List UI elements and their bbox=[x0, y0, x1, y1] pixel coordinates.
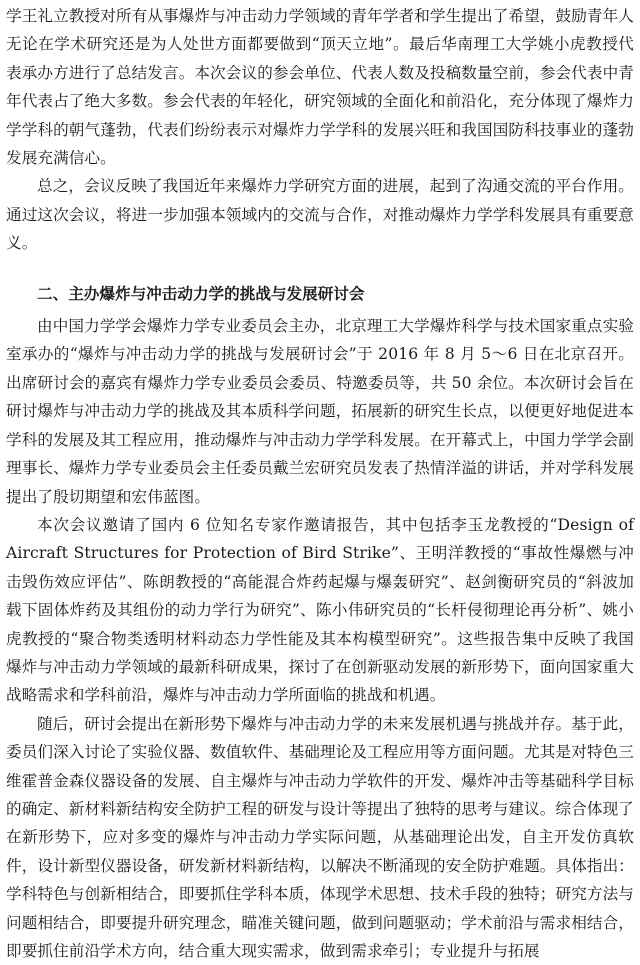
paragraph-workshop-intro: 由中国力学学会爆炸力学专业委员会主办，北京理工大学爆炸科学与技术国家重点实验室承办的“爆炸与冲击动力学的挑战与发展研讨会”于 2016 年 8 月 5～6 日在北京召开。出席研讨会的嘉宾有爆炸力学专业委员会委员、特邀委员等，共 50 余位。本次研讨会旨在研讨爆炸与冲击动力学的挑战及其本质科学问题，拓展新的研究生长点，以便更好地促进本学科的发展及其工程应用，推动爆炸与冲击动力学学科发展。在开幕式上，中国力学学会副理事长、爆炸力学专业委员会主任委员戴兰宏研究员发表了热情洋溢的讲话，并对学科发展提出了殷切期望和宏伟蓝图。 bbox=[6, 317, 634, 506]
paragraph-conference-summary: 学王礼立教授对所有从事爆炸与冲击动力学领域的青年学者和学生提出了希望，鼓励青年人无论在学术研究还是为人处世方面都要做到“顶天立地”。最后华南理工大学姚小虎教授代表承办方进行了总结发言。本次会议的参会单位、代表人数及投稿数量空前，参会代表中青年代表占了绝大多数。参会代表的年轻化，研究领域的全面化和前沿化，充分体现了爆炸力学学科的朝气蓬勃，代表们纷纷表示对爆炸力学学科的发展兴旺和我国国防科技事业的蓬勃发展充满信心。 bbox=[6, 7, 634, 168]
paragraph-conclusion: 总之，会议反映了我国近年来爆炸力学研究方面的进展，起到了沟通交流的平台作用。通过这次会议，将进一步加强本领域内的交流与合作，对推动爆炸力学学科发展具有重要意义。 bbox=[6, 177, 634, 253]
paragraph-discussion: 随后，研讨会提出在新形势下爆炸与冲击动力学的未来发展机遇与挑战并存。基于此，委员们深入讨论了实验仪器、数值软件、基础理论及工程应用等方面问题。尤其是对特色三维霍普金森仪器设备的发展、自主爆炸与冲击动力学软件的开发、爆炸冲击等基础科学目标的确定、新材料新结构安全防护工程的研发与设计等提出了独特的思考与建议。综合体现了在新形势下，应对多变的爆炸与冲击动力学实际问题，从基础理论出发，自主开发仿真软件，设计新型仪器设备，研发新材料新结构，以解决不断涌现的安全防护难题。具体指出：学科特色与创新相结合，即要抓住学科本质，体现学术思想、技术手段的独特；研究方法与问题相结合，即要提升研究理念，瞄准关键问题，做到问题驱动；学术前沿与需求相结合，即要抓住前沿学术方向，结合重大现实需求，做到需求牵引；专业提升与拓展 bbox=[6, 714, 634, 960]
paragraph-invited-reports: 本次会议邀请了国内 6 位知名专家作邀请报告，其中包括李玉龙教授的“Design of Aircraft Structures for Protection of Bird Strike”、王明洋教授的“事故性爆燃与冲击毁伤效应评估”、陈朗教授的“高能混合炸药起爆与爆轰研究”、赵剑衡研究员的“斜波加载下固体炸药及其组份的动力学行为研究”、陈小伟研究员的“长杆侵彻理论再分析”、姚小虎教授的“聚合物类透明材料动态力学性能及其本构模型研究”。这些报告集中反映了我国爆炸与冲击动力学领域的最新科研成果，探讨了在创新驱动发展的新形势下，面向国家重大战略需求和学科前沿，爆炸与冲击动力学所面临的挑战和机遇。 bbox=[6, 515, 634, 705]
section-heading: 二、主办爆炸与冲击动力学的挑战与发展研讨会 bbox=[37, 284, 365, 303]
